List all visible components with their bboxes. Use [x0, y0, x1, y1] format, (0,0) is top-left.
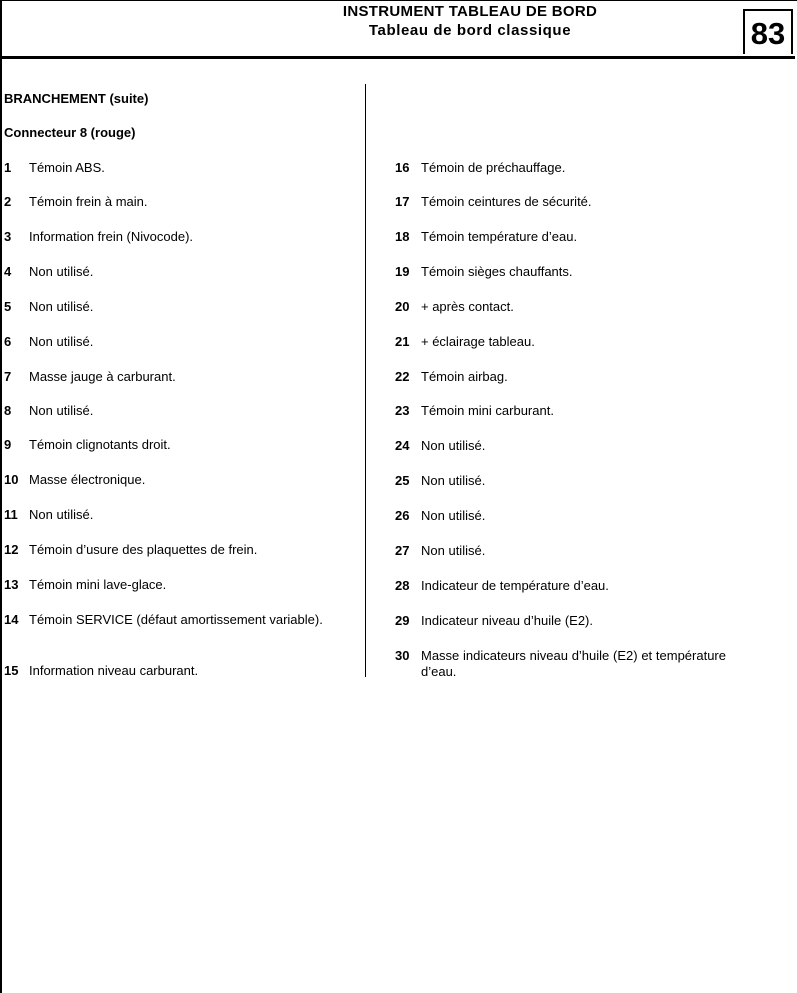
- item-number: 23: [395, 403, 410, 418]
- item-text: Non utilisé.: [29, 507, 94, 522]
- item-number: 18: [395, 229, 410, 244]
- item-text: Témoin d’usure des plaquettes de frein.: [29, 542, 258, 557]
- item-number: 17: [395, 194, 410, 209]
- item-text: Témoin de préchauffage.: [421, 160, 566, 175]
- item-number: 25: [395, 473, 410, 488]
- item-text: Témoin mini lave-glace.: [29, 577, 167, 592]
- item-number: 12: [4, 542, 19, 557]
- item-number: 11: [4, 507, 18, 522]
- item-text: Information frein (Nivocode).: [29, 229, 194, 244]
- item-number: 8: [4, 403, 12, 418]
- item-number: 19: [395, 264, 410, 279]
- item-text: Non utilisé.: [421, 438, 486, 453]
- item-number: 4: [4, 264, 12, 279]
- item-number: 13: [4, 577, 19, 592]
- item-text: Témoin frein à main.: [29, 194, 148, 209]
- item-number: 1: [4, 160, 12, 175]
- item-text: Témoin sièges chauffants.: [421, 264, 573, 279]
- item-number: 9: [4, 437, 12, 452]
- page-title: INSTRUMENT TABLEAU DE BORD: [342, 3, 598, 20]
- column-divider: [365, 84, 366, 677]
- item-number: 26: [395, 508, 410, 523]
- item-number: 20: [395, 299, 410, 314]
- item-text: Témoin airbag.: [421, 369, 508, 384]
- item-text: Non utilisé.: [29, 403, 94, 418]
- item-text: Témoin ceintures de sécurité.: [421, 194, 592, 209]
- item-text: Non utilisé.: [29, 334, 94, 349]
- item-number: 16: [395, 160, 410, 175]
- item-text: Masse électronique.: [29, 472, 146, 487]
- item-text: Témoin ABS.: [29, 160, 105, 175]
- item-text: Indicateur niveau d’huile (E2).: [421, 613, 593, 628]
- item-text: Non utilisé.: [421, 473, 486, 488]
- item-text: Non utilisé.: [29, 264, 94, 279]
- item-number: 7: [4, 369, 12, 384]
- page-border-top: [0, 0, 797, 1]
- page-border-left: [0, 0, 2, 993]
- item-number: 30: [395, 648, 410, 663]
- section-heading: BRANCHEMENT (suite): [4, 91, 149, 106]
- item-text: Masse jauge à carburant.: [29, 369, 176, 384]
- item-number: 27: [395, 543, 410, 558]
- item-number: 3: [4, 229, 12, 244]
- item-number: 6: [4, 334, 12, 349]
- item-number: 14: [4, 612, 19, 627]
- item-text: Témoin clignotants droit.: [29, 437, 171, 452]
- item-number: 5: [4, 299, 12, 314]
- item-number: 28: [395, 578, 410, 593]
- item-text: Témoin température d’eau.: [421, 229, 578, 244]
- connector-heading: Connecteur 8 (rouge): [4, 125, 136, 140]
- page-subtitle: Tableau de bord classique: [368, 22, 572, 39]
- item-number: 15: [4, 663, 19, 678]
- item-text: Témoin SERVICE (défaut amortissement variable).: [29, 612, 323, 627]
- item-number: 29: [395, 613, 410, 628]
- item-text: + après contact.: [421, 299, 514, 314]
- item-number: 21: [395, 334, 410, 349]
- item-text: + éclairage tableau.: [421, 334, 535, 349]
- item-text: Non utilisé.: [29, 299, 94, 314]
- page-number-box: 83: [743, 9, 793, 54]
- item-number: 24: [395, 438, 410, 453]
- item-text: Témoin mini carburant.: [421, 403, 554, 418]
- item-number: 22: [395, 369, 410, 384]
- header-rule: [2, 56, 795, 59]
- item-number: 10: [4, 472, 19, 487]
- item-number: 2: [4, 194, 12, 209]
- item-text: Indicateur de température d’eau.: [421, 578, 609, 593]
- item-text: Non utilisé.: [421, 508, 486, 523]
- item-text: Non utilisé.: [421, 543, 486, 558]
- item-text: Masse indicateurs niveau d’huile (E2) et température d’eau.: [421, 648, 726, 679]
- item-text: Information niveau carburant.: [29, 663, 199, 678]
